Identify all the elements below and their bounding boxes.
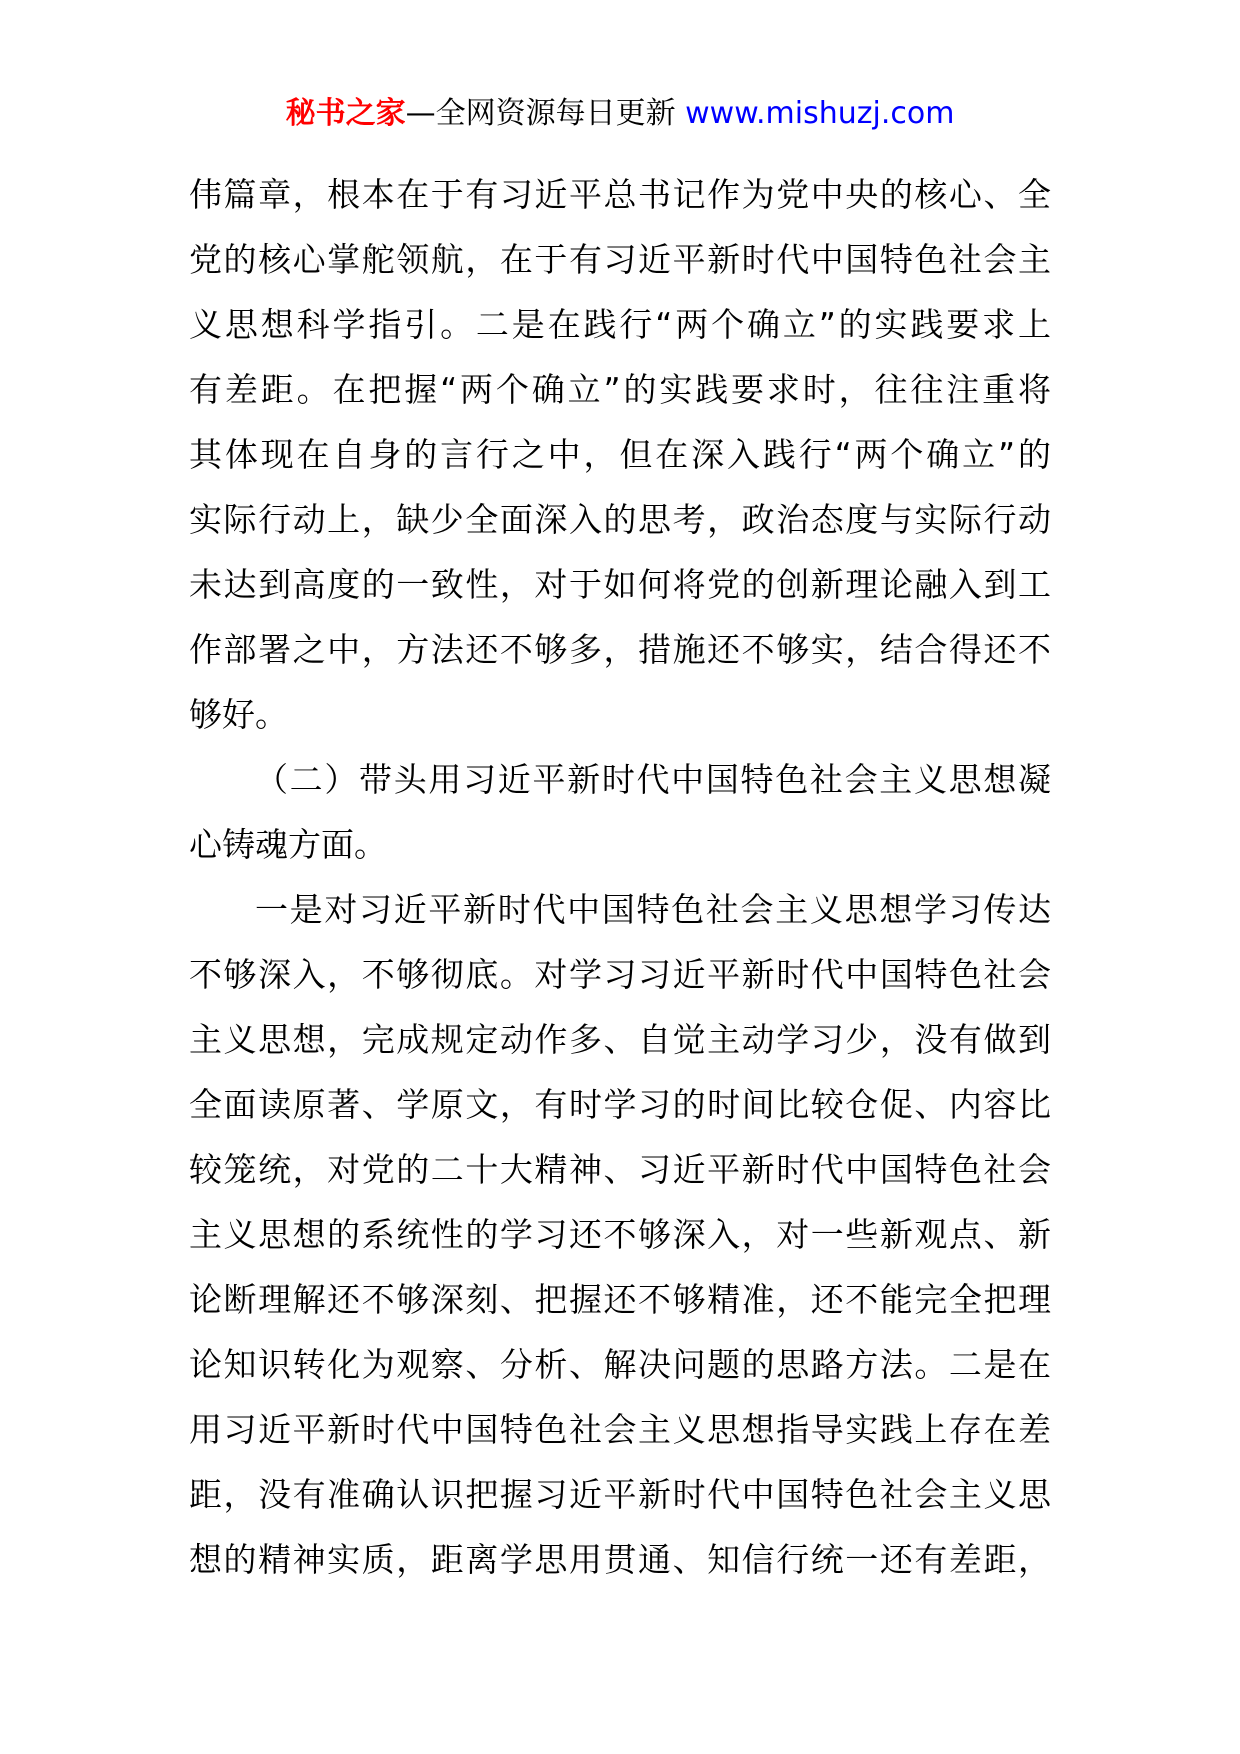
text-line: 不够深入，不够彻底。对学习习近平新时代中国特色社会 bbox=[189, 955, 1051, 994]
brand-name: 秘书之家 bbox=[285, 96, 406, 131]
text-line: 有差距。在把握“两个确立”的实践要求时，往往注重将 bbox=[189, 370, 1051, 409]
text-line: 党的核心掌舵领航，在于有习近平新时代中国特色社会主 bbox=[189, 240, 1051, 279]
paragraph-start: 一是对习近平新时代中国特色社会主义思想学习传达 bbox=[255, 890, 1051, 929]
site-url-link[interactable]: www.mishuzj.com bbox=[685, 96, 955, 131]
section-heading-cont: 心铸魂方面。 bbox=[189, 825, 387, 864]
text-line: 其体现在自身的言行之中，但在深入践行“两个确立”的 bbox=[189, 435, 1051, 474]
document-body bbox=[189, 162, 1051, 1592]
header-tagline: —全网资源每日更新 bbox=[405, 96, 686, 131]
text-line: 伟篇章，根本在于有习近平总书记作为党中央的核心、全 bbox=[189, 175, 1051, 214]
text-line: 未达到高度的一致性，对于如何将党的创新理论融入到工 bbox=[189, 565, 1051, 604]
section-heading: （二）带头用习近平新时代中国特色社会主义思想凝 bbox=[255, 760, 1051, 799]
text-line: 较笼统，对党的二十大精神、习近平新时代中国特色社会 bbox=[189, 1150, 1051, 1189]
text-line: 主义思想，完成规定动作多、自觉主动学习少，没有做到 bbox=[189, 1020, 1051, 1059]
text-line: 用习近平新时代中国特色社会主义思想指导实践上存在差 bbox=[189, 1410, 1051, 1449]
text-line: 距，没有准确认识把握习近平新时代中国特色社会主义思 bbox=[189, 1475, 1051, 1514]
text-line: 实际行动上，缺少全面深入的思考，政治态度与实际行动 bbox=[189, 500, 1051, 539]
text-line: 论断理解还不够深刻、把握还不够精准，还不能完全把理 bbox=[189, 1280, 1051, 1319]
text-line: 主义思想的系统性的学习还不够深入，对一些新观点、新 bbox=[189, 1215, 1051, 1254]
text-line: 想的精神实质，距离学思用贯通、知信行统一还有差距， bbox=[189, 1540, 1051, 1579]
page-header bbox=[0, 94, 1240, 134]
text-line: 论知识转化为观察、分析、解决问题的思路方法。二是在 bbox=[189, 1345, 1051, 1384]
text-line: 全面读原著、学原文，有时学习的时间比较仓促、内容比 bbox=[189, 1085, 1051, 1124]
text-line: 作部署之中，方法还不够多，措施还不够实，结合得还不 bbox=[189, 630, 1051, 669]
text-line: 义思想科学指引。二是在践行“两个确立”的实践要求上 bbox=[189, 305, 1051, 344]
text-line: 够好。 bbox=[189, 695, 288, 734]
